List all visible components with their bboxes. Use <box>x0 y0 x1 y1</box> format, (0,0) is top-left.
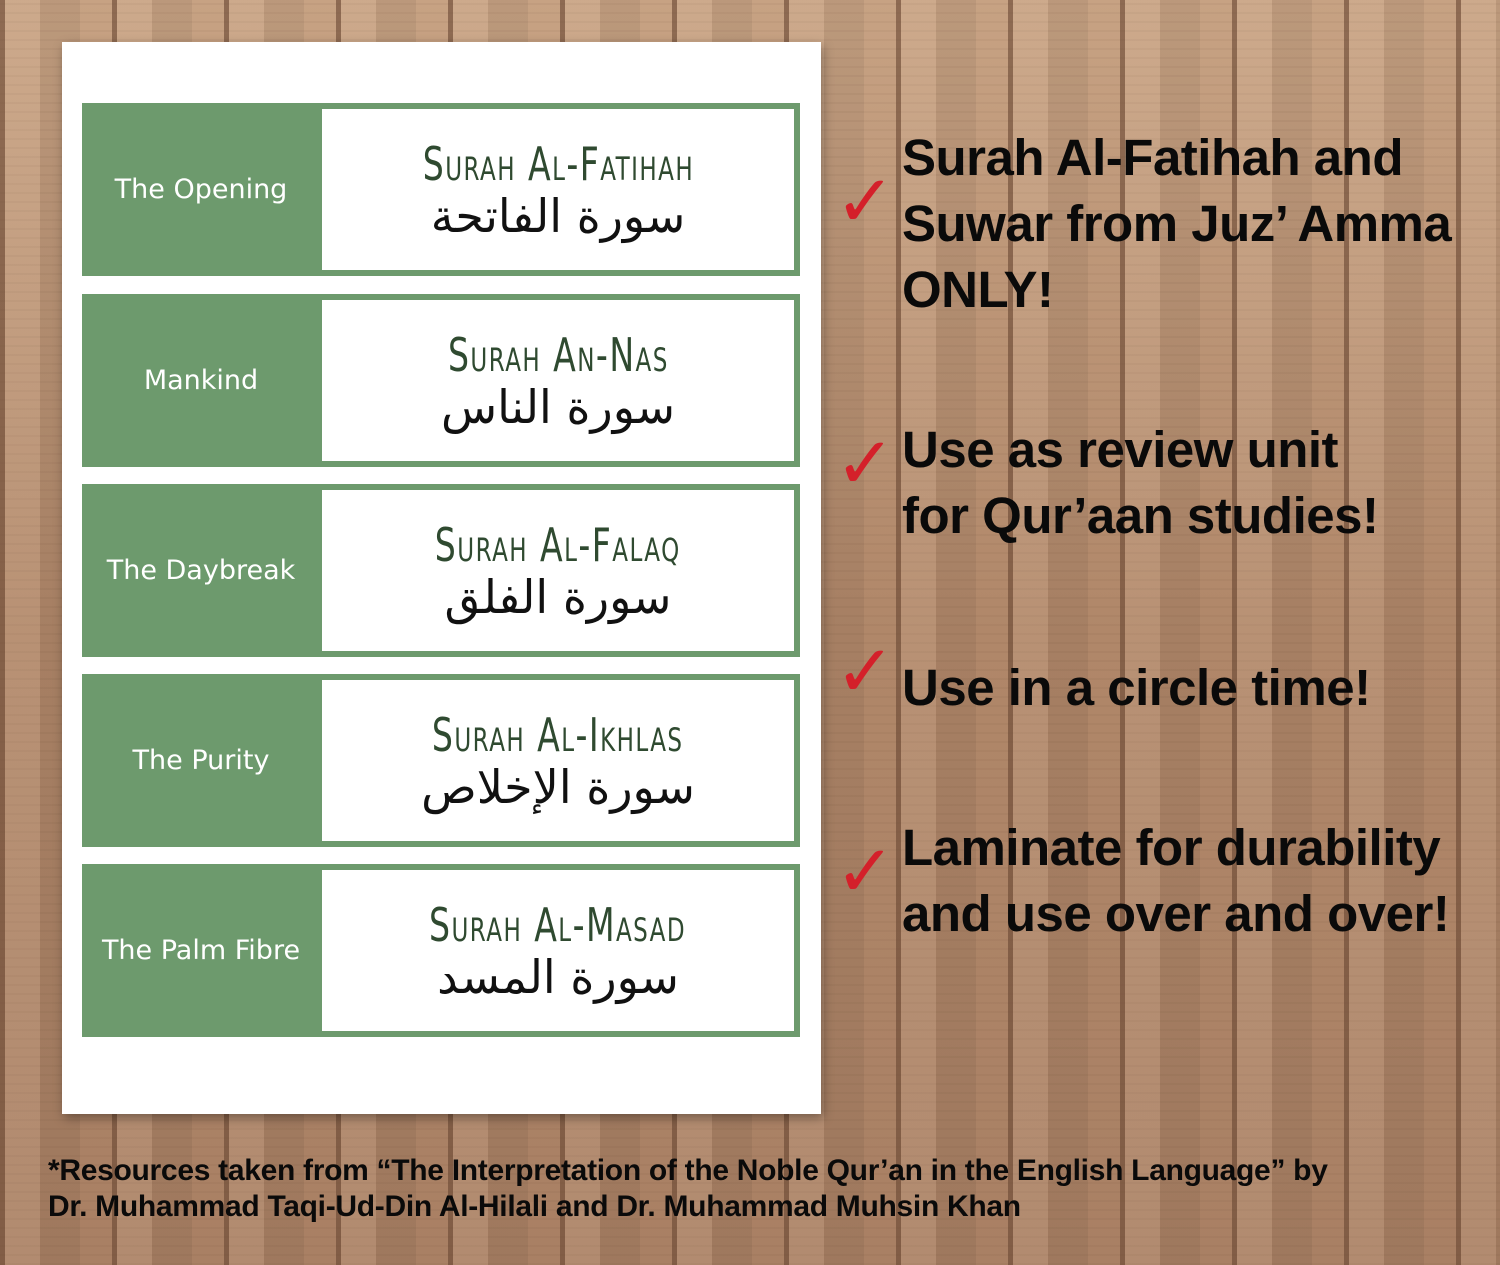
surah-name-english: Surah Al-Fatihah <box>422 136 694 191</box>
feature-text: Use in a circle time! <box>902 659 1371 716</box>
checkmark-icon: ✓ <box>835 421 896 505</box>
worksheet-paper <box>62 42 821 1114</box>
card-english-meaning: Mankind <box>143 365 259 396</box>
card-title-panel <box>322 490 794 651</box>
card-english-meaning: The Purity <box>132 745 270 776</box>
surah-card <box>82 484 800 657</box>
card-title-panel <box>322 300 794 461</box>
surah-name-english: Surah Al-Masad <box>429 897 687 952</box>
checkmark-icon: ✓ <box>835 829 896 913</box>
card-english-meaning: The Opening <box>114 174 288 205</box>
card-english-meaning: The Palm Fibre <box>101 935 301 966</box>
surah-name-english: Surah An-Nas <box>447 327 669 382</box>
surah-card <box>82 674 800 847</box>
surah-name-english: Surah Al-Ikhlas <box>432 707 684 762</box>
feature-text: Surah Al-Fatihah and Suwar from Juz’ Amma ONLY! <box>902 129 1452 318</box>
surah-name-arabic: سورة الفلق <box>444 569 672 624</box>
surah-card <box>82 864 800 1037</box>
source-footnote: *Resources taken from “The Interpretation of the Noble Qur’an in the English Language” by Dr. Muhammad Taqi-Ud-Din Al-Hilali and Dr. Muhammad Muhsin Khan <box>48 1154 1328 1223</box>
surah-name-arabic: سورة الناس <box>440 379 676 434</box>
card-title-panel <box>322 680 794 841</box>
surah-name-arabic: سورة الفاتحة <box>430 188 686 243</box>
card-title-panel <box>322 870 794 1031</box>
feature-text: Use as review unit for Qur’aan studies! <box>902 421 1379 544</box>
feature-text: Laminate for durability and use over and over! <box>902 819 1450 942</box>
surah-name-english: Surah Al-Falaq <box>435 517 681 572</box>
card-title-panel <box>322 109 794 270</box>
checkmark-icon: ✓ <box>835 629 896 713</box>
surah-card <box>82 294 800 467</box>
card-english-meaning: The Daybreak <box>106 555 296 586</box>
checkmark-icon: ✓ <box>835 159 896 243</box>
surah-card <box>82 103 800 276</box>
surah-name-arabic: سورة الإخلاص <box>421 759 695 814</box>
surah-name-arabic: سورة المسد <box>437 949 679 1004</box>
